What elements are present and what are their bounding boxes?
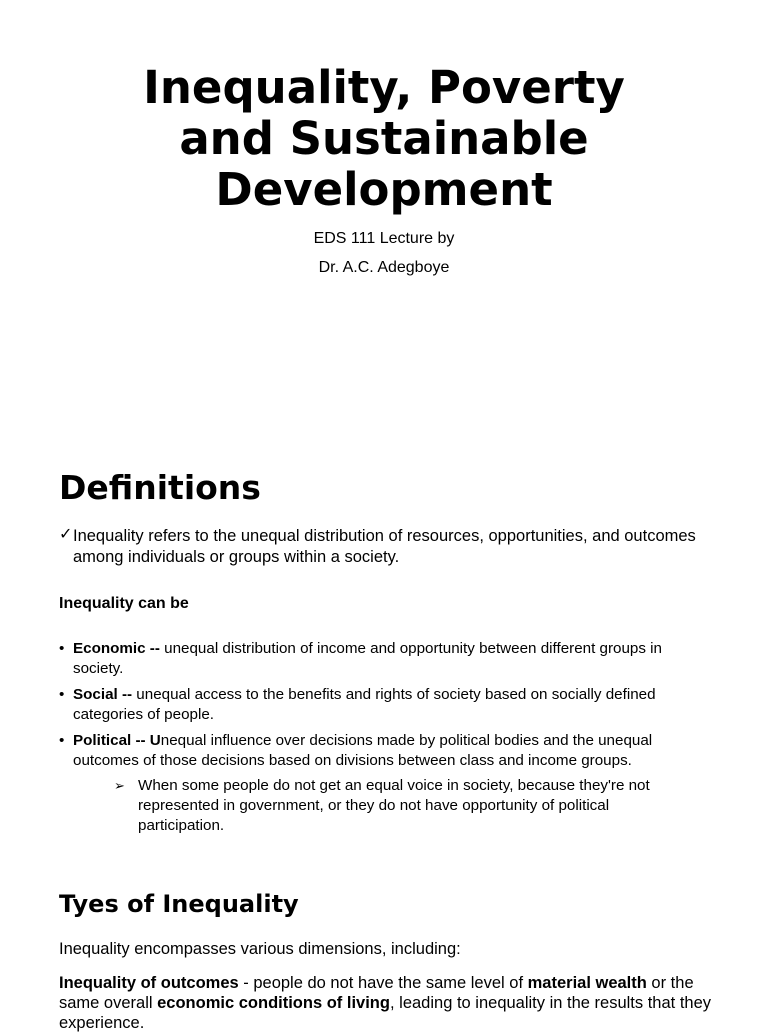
social-description: unequal access to the benefits and rights of society based on socially defined categories of people. [73, 686, 656, 723]
term-political: Political -- U [73, 732, 161, 749]
outcomes-text-2: or the same overall [59, 974, 694, 1012]
inequality-types-list [59, 639, 709, 777]
inequality-can-be-label: Inequality can be [59, 595, 189, 612]
political-sub-text: When some people do not get an equal voice in society, because they're not represented in government, or they do not have opportunity of political participation. [138, 777, 650, 834]
types-intro: Inequality encompasses various dimensions, including: [59, 940, 461, 958]
course-subtitle: EDS 111 Lecture by [313, 230, 455, 247]
list-item-social [59, 685, 709, 725]
bullet-icon: • [59, 640, 65, 657]
material-wealth-term: material wealth [527, 974, 647, 992]
term-social: Social -- [73, 686, 133, 703]
political-description: nequal influence over decisions made by political bodies and the unequal outcomes of those decisions based on divisions between class and income groups. [73, 732, 653, 769]
types-heading: Tyes of Inequality [59, 890, 299, 918]
definitions-heading: Definitions [59, 468, 261, 507]
definition-paragraph [59, 526, 733, 568]
outcomes-text-3: , leading to inequality in the results that they experience. [59, 994, 712, 1032]
check-mark-icon: ✓ [59, 526, 73, 543]
term-economic: Economic -- [73, 640, 160, 657]
outcomes-text-1: - people do not have the same level of [238, 974, 528, 992]
arrow-bullet-icon: ➢ [114, 778, 125, 793]
document-title [0, 62, 768, 215]
list-item-economic [59, 639, 709, 679]
bullet-icon: • [59, 686, 65, 703]
bullet-icon: • [59, 732, 65, 749]
list-item-political [59, 731, 709, 771]
economic-conditions-term: economic conditions of living [157, 994, 390, 1012]
outcomes-term: Inequality of outcomes [59, 974, 239, 992]
title-line-3: Development [215, 163, 553, 216]
outcomes-paragraph [59, 973, 719, 1033]
author-subtitle: Dr. A.C. Adegboye [318, 259, 450, 276]
definition-text: Inequality refers to the unequal distribution of resources, opportunities, and outcomes among individuals or groups within a society. [73, 527, 696, 566]
economic-description: unequal distribution of income and opportunity between different groups in society. [73, 640, 663, 677]
title-line-2: and Sustainable [179, 112, 589, 165]
title-line-1: Inequality, Poverty [143, 61, 625, 114]
political-sub-item [114, 776, 698, 836]
